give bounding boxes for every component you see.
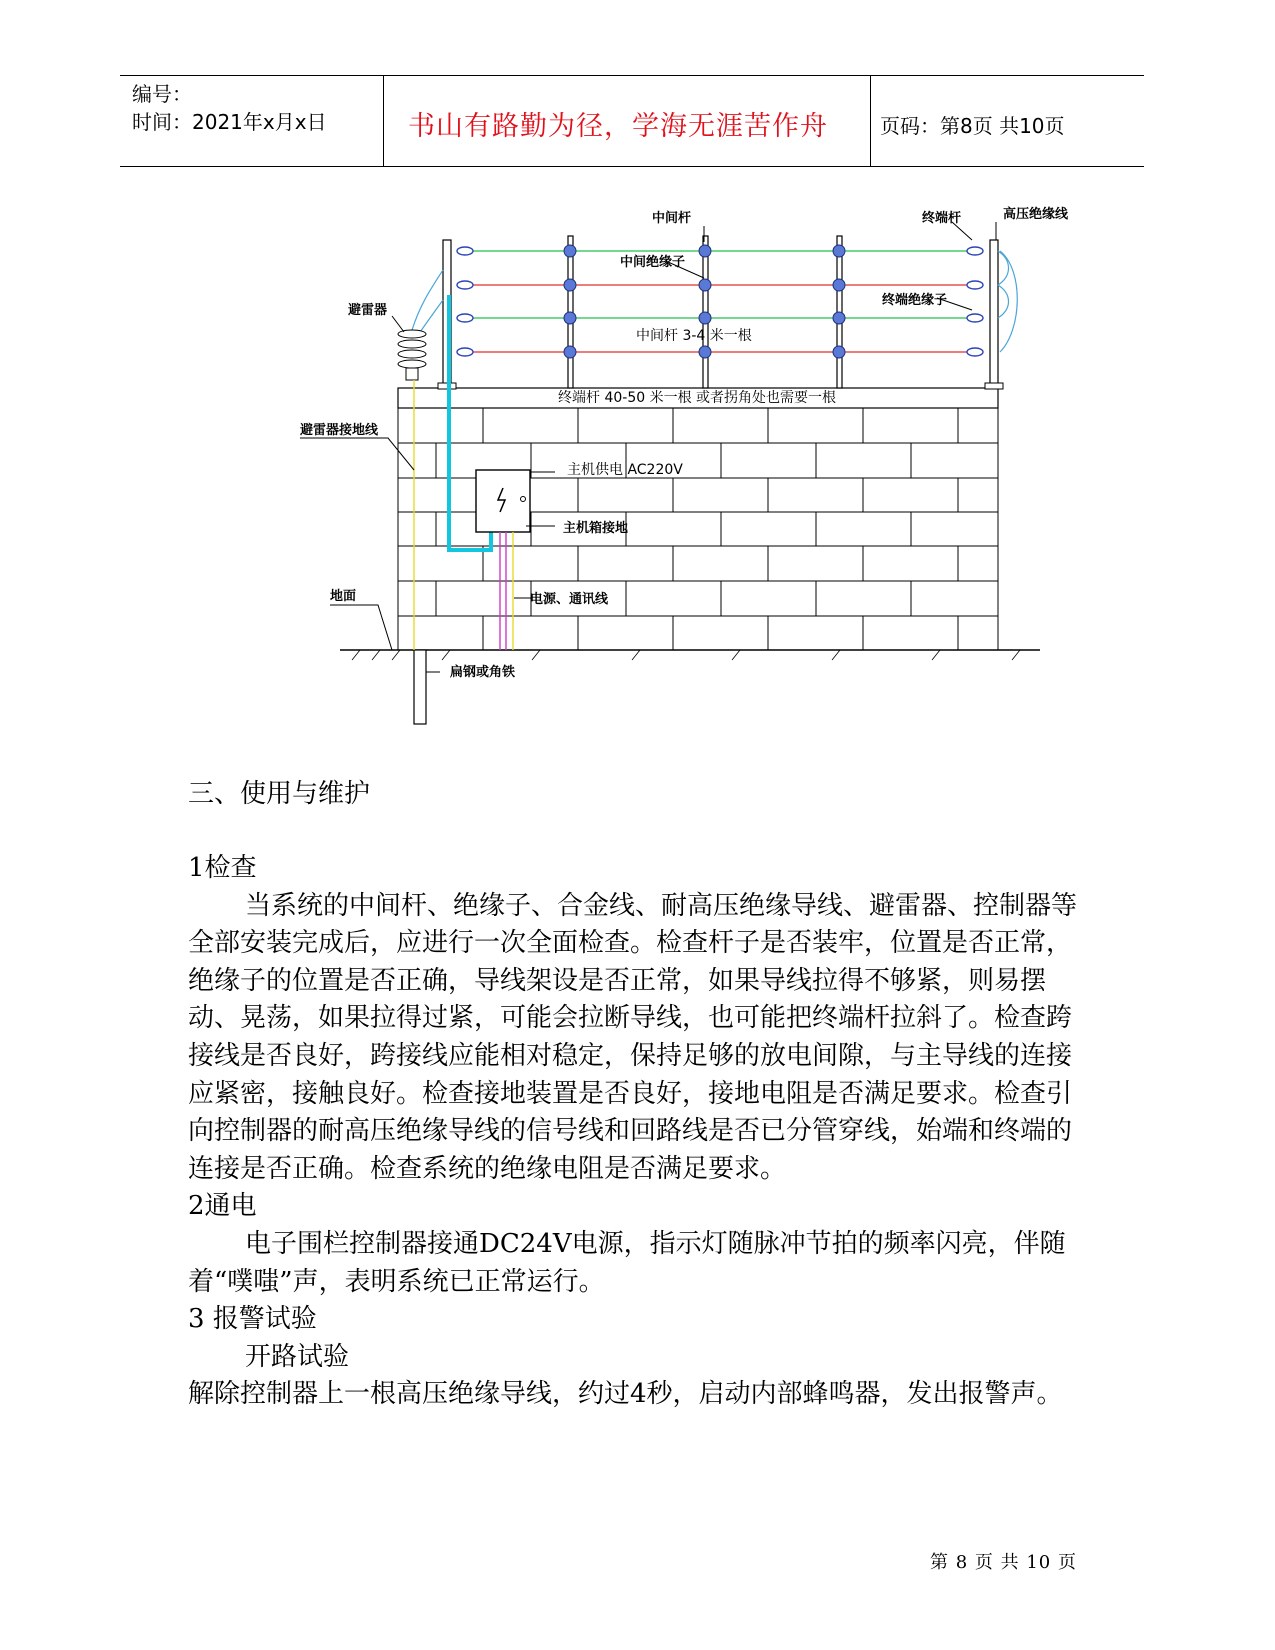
section-title: 三、使用与维护 (188, 779, 371, 809)
document-time-label: 时间：2021年x月x日 (132, 110, 327, 134)
jumper-wires (998, 251, 1017, 352)
label-flat-steel: 扁钢或角铁 (450, 665, 516, 680)
label-terminal-pole-spacing: 终端杆 40-50 米一根 或者拐角处也需要一根 (558, 390, 837, 406)
document-number-label: 编号： (132, 82, 192, 106)
subsection-3-title: 3 报警试验 (188, 1304, 317, 1335)
label-lightning-arrester: 避雷器 (348, 303, 388, 318)
ground-hatch (352, 650, 1020, 660)
label-terminal-pole: 终端杆 (922, 211, 962, 226)
terminal-pole-right (990, 240, 998, 388)
label-arrester-ground: 避雷器接地线 (300, 423, 379, 438)
page-footer: 第 8 页 共 10 页 (930, 1552, 1077, 1573)
subsection-1-paragraph: 当系统的中间杆、绝缘子、合金线、耐高压绝缘导线、避雷器、控制器等全部安装完成后，应进行一次全面检查。检查杆子是否装牢，位置是否正常，绝缘子的位置是否正确，导线架设是否正常，如果导线拉得不够紧，则易摆动、晃荡，如果拉得过紧，可能会拉断导线，也可能把终端杆拉斜了。检查跨接线是否良好，跨接线应能相对稳定，保持足够的放电间隙，与主导线的连接应紧密，接触良好。检查接地装置是否良好，接地电阻是否满足要求。检查引向控制器的耐高压绝缘导线的信号线和回路线是否已分管穿线，始端和终端的连接是否正确。检查系统的绝缘电阻是否满足要求。 (188, 890, 1078, 1184)
label-middle-pole-spacing: 中间杆 3-4 米一根 (636, 328, 752, 344)
label-host-box-ground: 主机箱接地 (563, 521, 629, 536)
fence-installation-diagram (0, 0, 1275, 740)
subsection-3-paragraph: 解除控制器上一根高压绝缘导线，约过4秒，启动内部蜂鸣器，发出报警声。 (188, 1379, 1063, 1410)
header-page-code: 页码：第8页 共10页 (880, 114, 1065, 138)
subsection-1-title: 1检查 (188, 853, 257, 883)
subsection-2-title: 2通电 (188, 1191, 257, 1222)
subsection-2-paragraph: 电子围栏控制器接通DC24V电源，指示灯随脉冲节拍的频率闪亮，伴随着“噗嗤”声，表明系统已正常运行。 (188, 1228, 1066, 1297)
body-content (188, 850, 1088, 1414)
header-motto: 书山有路勤为径，学海无涯苦作舟 (408, 111, 828, 142)
ground-electrode (414, 650, 426, 724)
label-middle-pole: 中间杆 (652, 211, 692, 226)
label-middle-insulator: 中间绝缘子 (620, 255, 686, 270)
label-hv-wire: 高压绝缘线 (1003, 207, 1069, 222)
label-terminal-insulator: 终端绝缘子 (882, 293, 948, 308)
label-power-comm-line: 电源、通讯线 (530, 592, 609, 607)
label-host-power: 主机供电 AC220V (567, 462, 683, 478)
subsection-3-item: 开路试验 (245, 1341, 350, 1372)
lightning-arrester (398, 330, 426, 380)
label-ground: 地面 (330, 589, 357, 604)
